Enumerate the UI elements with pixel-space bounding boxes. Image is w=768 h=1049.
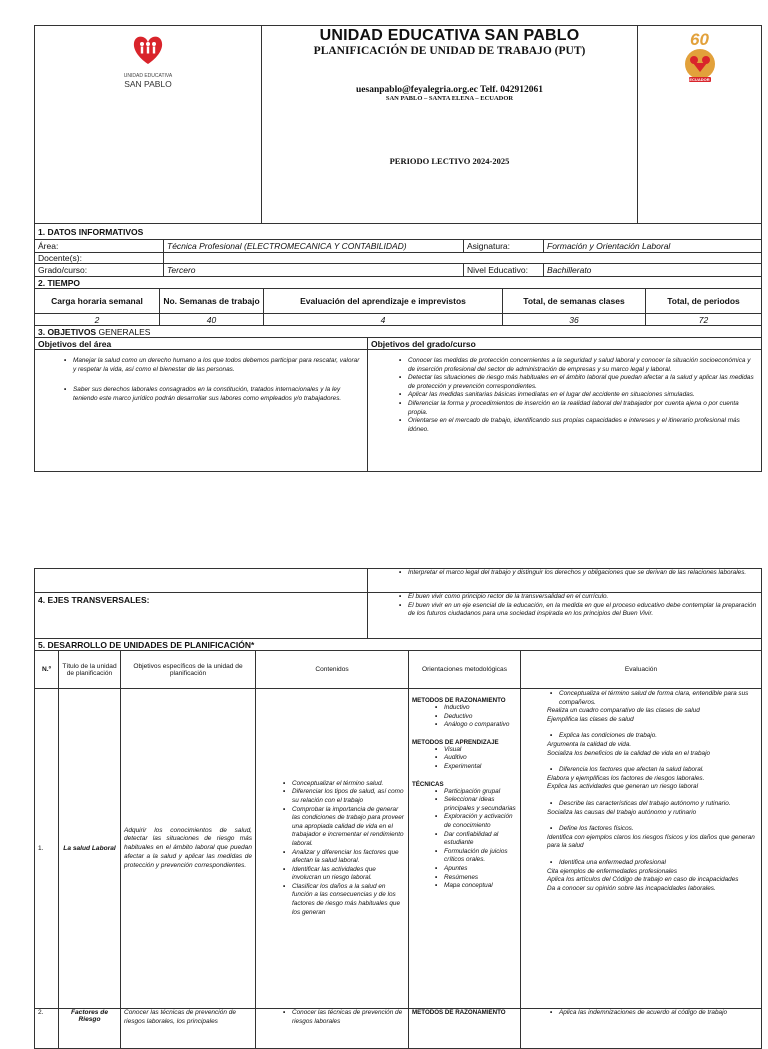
tiempo-header: Evaluación del aprendizaje e imprevistos [264, 289, 503, 314]
list-item: • Orientarse en el mercado de trabajo, identificando sus propias capacidades e intereses y el itinerario profesional más idóneo. [408, 417, 758, 434]
list-item: • Análogo o comparativo [444, 721, 517, 730]
ejes-cell [368, 593, 762, 639]
desarrollo-header: N.º [35, 651, 59, 689]
met3-list [412, 788, 517, 891]
list-item: • Identifica una enfermedad profesional [559, 859, 758, 868]
list-item: • Mapa conceptual [444, 882, 517, 891]
eval-group-4 [547, 800, 758, 809]
eval-lines-2 [547, 741, 758, 758]
list-item: • Diferenciar la forma y procedimientos de inserción en la realidad laboral del trabajador por cuenta ajena o por cuenta propia. [408, 400, 758, 417]
list-item: • Conceptualizar el término salud. [292, 780, 405, 789]
objetivos-section-bold: 3. OBJETIVOS [38, 326, 97, 337]
eval-lines-3 [547, 775, 758, 792]
row2-title: Factores de Riesgo [59, 1009, 121, 1049]
desarrollo-header: Evaluación [521, 651, 762, 689]
eval-line: Socializa los beneficios de la calidad de vida en el trabajo [547, 749, 711, 757]
list-item: • Manejar la salud como un derecho humano a los que todos debemos participar para rescatar, valorar y respetar la vida, así como el bienestar de las personas. [73, 357, 364, 374]
objetivos-table [34, 325, 762, 472]
objetivos-grado-cell [368, 350, 762, 472]
list-item: • Deductivo [444, 713, 517, 722]
tiempo-header: Total, de semanas clases [503, 289, 646, 314]
row2-contents [256, 1009, 409, 1049]
section-datos: 1. DATOS INFORMATIVOS [35, 224, 762, 240]
school-logo [124, 34, 172, 89]
section-objetivos [35, 326, 762, 338]
objetivos-section-rest: GENERALES [96, 326, 151, 337]
objetivos-area-list [61, 357, 364, 403]
grado-label: Grado/curso: [35, 264, 164, 277]
docente-value [164, 253, 762, 264]
period-line: PERIODO LECTIVO 2024-2025 [389, 156, 510, 166]
contact-line: uesanpablo@feyalegria.org.ec Telf. 042912061 [356, 85, 543, 95]
objetivos-grado-list [396, 357, 758, 434]
list-item: • Experimental [444, 763, 517, 772]
list-item: • Conceptualiza el término salud de forma clara, entendible para sus compañeros. [559, 690, 758, 707]
list-item: • Explica las condiciones de trabajo. [559, 732, 758, 741]
desarrollo-header: Título de la unidad de planificación [59, 651, 121, 689]
row2-eval-list [547, 1009, 758, 1018]
logo-right-number: 60 [690, 30, 709, 49]
eval-line: Cita ejemplos de enfermedades profesionales [547, 867, 678, 875]
area-label: Área: [35, 240, 164, 253]
table-row [35, 689, 762, 1009]
list-item: • Dar confiabilidad al estudiante [444, 831, 517, 848]
header-table [34, 25, 762, 224]
met2-list [412, 746, 517, 772]
list-item: • Describe las características del trabajo autónomo y rutinario. [559, 800, 758, 809]
list-item: • Participación grupal [444, 788, 517, 797]
list-item: • Exploración y activación de conocimiento [444, 813, 517, 830]
list-item: • Resúmenes [444, 874, 517, 883]
desarrollo-header: Objetivos específicos de la unidad de planificación [121, 651, 256, 689]
logo-right-text: ECUADOR [689, 77, 710, 82]
school-name: UNIDAD EDUCATIVA SAN PABLO [319, 27, 580, 44]
asignatura-value: Formación y Orientación Laboral [544, 240, 762, 253]
tiempo-value: 40 [160, 314, 264, 326]
objetivos-cont-empty [35, 569, 368, 593]
list-item: • Seleccionar ideas principales y secundarias [444, 796, 517, 813]
desarrollo-header: Orientaciones metodológicas [409, 651, 521, 689]
list-item: • Aplicar las medidas sanitarias básicas inmediatas en el lugar del accidente en situaciones simuladas. [408, 391, 758, 400]
eval-lines-1 [547, 707, 758, 724]
list-item: • Identificar las actividades que involucran un riesgo laboral. [292, 866, 405, 883]
heart-family-icon [131, 34, 165, 66]
list-item: • Analizar y diferenciar los factores que afectan la salud laboral. [292, 849, 405, 866]
row1-num: 1. [35, 689, 59, 1009]
eval-group-5 [547, 825, 758, 834]
eval-group-3 [547, 766, 758, 775]
row2-evaluation [521, 1009, 762, 1049]
list-item: • Diferencia los factores que afectan la salud laboral. [559, 766, 758, 775]
ejes-list [396, 593, 758, 619]
page-one [34, 25, 762, 472]
objetivos-cont-cell [368, 569, 762, 593]
objetivos-cont-table [34, 568, 762, 639]
list-item: • Saber sus derechos laborales consagrados en la constitución, tratados internacionales y la ley teniendo este marco jurídico podrán desarrollar sus labores como empleados y/o trabajadores. [73, 386, 364, 403]
asignatura-label: Asignatura: [464, 240, 544, 253]
location-line: SAN PABLO – SANTA ELENA – ECUADOR [385, 95, 514, 102]
eval-line: Explica las actividades que generan un riesgo laboral [547, 783, 698, 791]
row1-title: La salud Laboral [59, 689, 121, 1009]
tiempo-header: Carga horaria semanal [35, 289, 160, 314]
objetivos-grado-header: Objetivos del grado/curso [368, 338, 762, 350]
list-item: • Formulación de juicios críticos orales. [444, 848, 517, 865]
eval-line: Socializa las causas del trabajo autónomo y rutinario [547, 808, 697, 816]
header-center [262, 26, 638, 224]
objetivos-cont-list [396, 569, 758, 578]
row1-contents-list [280, 780, 405, 918]
info-table [34, 223, 762, 277]
list-item: • Detectar las situaciones de riesgo más habituales en el ámbito laboral que puedan afectar a la salud y aplicar las medidas de protección y prevención correspondientes. [408, 374, 758, 391]
list-item: • Auditivo [444, 754, 517, 763]
eval-line: Argumenta la calidad de vida. [547, 740, 632, 748]
list-item: • Diferenciar los tipos de salud, así como su relación con el trabajo [292, 788, 405, 805]
list-item: • Comprobar la importancia de generar las condiciones de trabajo para proveer una apropiada calidad de vida en el trabajador e incrementar el rendimiento laboral. [292, 806, 405, 849]
docente-label: Docente(s): [35, 253, 164, 264]
eval-lines-6 [547, 868, 758, 894]
eval-line: Identifica con ejemplos claros los riesgos físicos y los daños que generan para la salud [547, 833, 755, 850]
row2-objective: Conocer las técnicas de prevención de riesgos laborales, los principales [121, 1009, 256, 1049]
logo-left-small: UNIDAD EDUCATIVA [123, 73, 173, 79]
table-row [35, 1009, 762, 1049]
list-item: • El buen vivir en un eje esencial de la educación, en la medida en que el proceso educativo debe contemplar la preparación de los futuros ciudadanos para una sociedad inspirada en los principios del Buen Vivir. [408, 602, 758, 619]
row1-methods [409, 689, 521, 1009]
eval-line: Realiza un cuadro comparativo de las clases de salud [547, 707, 700, 715]
list-item: • Conocer las técnicas de prevención de riesgos laborales [292, 1009, 405, 1026]
area-value: Técnica Profesional (ELECTROMECANICA Y CONTABILIDAD) [164, 240, 464, 253]
anniversary-logo [676, 30, 724, 88]
desarrollo-table [34, 638, 762, 1049]
list-item: • Visual [444, 746, 517, 755]
list-item: • Define los factores físicos. [559, 825, 758, 834]
row1-objective: Adquirir los conocimientos de salud, detectar las situaciones de riesgo más habituales en el ámbito laboral que puedan afectar a la salud y aplicar las medidas de protección y prevención correspondientes. [121, 689, 256, 1009]
list-item: • El buen vivir como principio rector de la transversalidad en el currículo. [408, 593, 758, 602]
row1-evaluation [521, 689, 762, 1009]
eval-group-6 [547, 859, 758, 868]
list-item: • Interpretar el marco legal del trabajo y distinguir los derechos y obligaciones que se derivan de las relaciones laborales. [408, 569, 758, 578]
nivel-value: Bachillerato [544, 264, 762, 277]
met1-title: METODOS DE RAZONAMIENTO [412, 697, 506, 704]
eval-group-2 [547, 732, 758, 741]
list-item: • Aplica las indemnizaciones de acuerdo al código de trabajo [559, 1009, 758, 1018]
met3-title: TÉCNICAS [412, 780, 444, 788]
eval-line: Da a conocer su opinión sobre las incapacidades laborales. [547, 884, 716, 892]
tiempo-value: 72 [646, 314, 762, 326]
tiempo-value: 2 [35, 314, 160, 326]
tiempo-value: 4 [264, 314, 503, 326]
met1-list [412, 704, 517, 730]
objetivos-area-cell [35, 350, 368, 472]
row1-contents [256, 689, 409, 1009]
objetivos-area-header: Objetivos del área [35, 338, 368, 350]
section-ejes: 4. EJES TRANSVERSALES: [35, 593, 368, 639]
eval-line: Aplica los artículos del Código de trabajo en caso de incapacidades [547, 876, 739, 884]
logo-left-big: SAN PABLO [124, 79, 172, 89]
eval-lines-5 [547, 834, 758, 851]
logo-left-cell [35, 26, 262, 224]
desarrollo-header: Contenidos [256, 651, 409, 689]
list-item: • Conocer las medidas de protección concernientes a la seguridad y salud laboral y conocer la situación socioeconómica y de inserción profesional del sector de administración de empresas y su marco legal y laboral. [408, 357, 758, 374]
list-item: • Apuntes [444, 865, 517, 874]
met2-title: METODOS DE APRENDIZAJE [412, 738, 499, 746]
section-desarrollo: 5. DESARROLLO DE UNIDADES DE PLANIFICACIÓN* [35, 639, 762, 651]
nivel-label: Nivel Educativo: [464, 264, 544, 277]
eval-group-1 [547, 690, 758, 707]
document-subtitle: PLANIFICACIÓN DE UNIDAD DE TRABAJO (PUT) [313, 45, 586, 57]
section-tiempo: 2. TIEMPO [35, 277, 762, 289]
tiempo-header: No. Semanas de trabajo [160, 289, 264, 314]
row2-num: 2. [35, 1009, 59, 1049]
eval-line: Elabora y ejemplificas los factores de riesgos laborales. [547, 774, 705, 782]
list-item: • Clasificar los daños a la salud en función a las consecuencias y de los factores de riesgo más habituales que los generan [292, 883, 405, 917]
tiempo-value: 36 [503, 314, 646, 326]
eval-line: Ejemplifica las clases de salud [547, 715, 634, 723]
logo-right-cell [638, 26, 762, 224]
list-item: • Inductivo [444, 704, 517, 713]
row2-met-title: METODOS DE RAZONAMIENTO [409, 1009, 521, 1049]
tiempo-table [34, 276, 762, 326]
grado-value: Tercero [164, 264, 464, 277]
eval-lines-4 [547, 809, 758, 818]
tiempo-header: Total, de periodos [646, 289, 762, 314]
page-two [34, 568, 762, 1049]
